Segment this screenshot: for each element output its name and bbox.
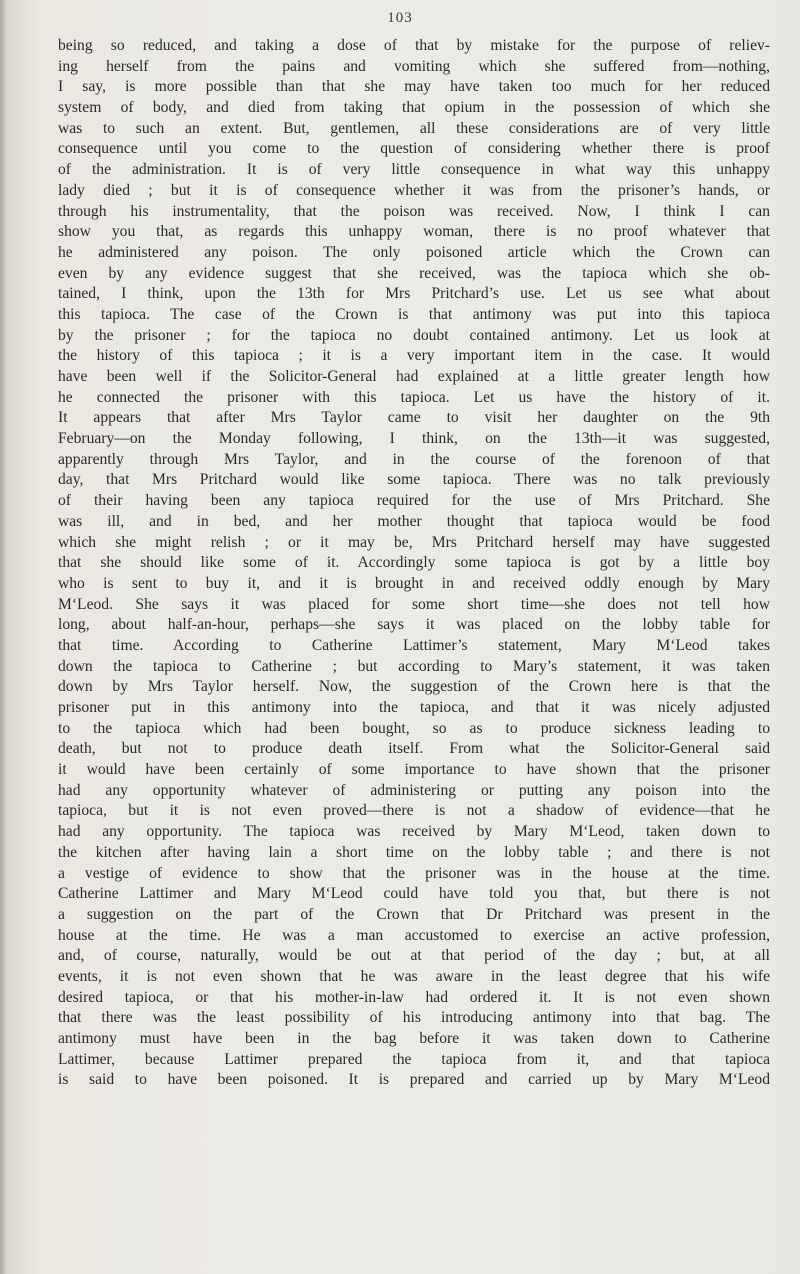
text-line: tained, I think, upon the 13th for Mrs Pritchard’s use. Let us see what about	[58, 285, 770, 303]
text-line: Catherine Lattimer and Mary M‘Leod could have told you that, but there is not	[58, 885, 770, 903]
text-line: apparently through Mrs Taylor, and in the course of the forenoon of that	[58, 450, 770, 468]
text-line: the kitchen after having lain a short time on the lobby table ; and there is not	[58, 843, 770, 861]
text-line: that time. According to Catherine Lattimer’s statement, Mary M‘Leod takes	[58, 636, 770, 654]
text-line: is said to have been poisoned. It is prepared and carried up by Mary M‘Leod	[58, 1071, 770, 1089]
text-line: down by Mrs Taylor herself. Now, the suggestion of the Crown here is that the	[58, 678, 770, 696]
text-line: I say, is more possible than that she may have taken too much for her reduced	[58, 78, 770, 96]
text-line: had any opportunity. The tapioca was received by Mary M‘Leod, taken down to	[58, 823, 770, 841]
text-line: death, but not to produce death itself. From what the Solicitor-General said	[58, 740, 770, 758]
text-line: Lattimer, because Lattimer prepared the tapioca from it, and that tapioca	[58, 1050, 770, 1068]
text-line: even by any evidence suggest that she received, was the tapioca which she ob-	[58, 264, 770, 282]
text-line: he administered any poison. The only poisoned article which the Crown can	[58, 243, 770, 261]
text-line: and, of course, naturally, would be out at that period of the day ; but, at all	[58, 947, 770, 965]
text-line: who is sent to buy it, and it is brought in and received oddly enough by Mary	[58, 574, 770, 592]
text-line: was ill, and in bed, and her mother thought that tapioca would be food	[58, 512, 770, 530]
text-line: ing herself from the pains and vomiting which she suffered from—nothing,	[58, 57, 770, 75]
text-line: lady died ; but it is of consequence whether it was from the prisoner’s hands, or	[58, 181, 770, 199]
text-line: of the administration. It is of very little consequence in what way this unhappy	[58, 161, 770, 179]
text-line: through his instrumentality, that the poison was received. Now, I think I can	[58, 202, 770, 220]
text-line: consequence until you come to the question of considering whether there is proof	[58, 140, 770, 158]
text-line: M‘Leod. She says it was placed for some short time—she does not tell how	[58, 595, 770, 613]
text-line: events, it is not even shown that he was aware in the least degree that his wife	[58, 967, 770, 985]
text-line: which she might relish ; or it may be, Mrs Pritchard herself may have suggested	[58, 533, 770, 551]
text-line: a vestige of evidence to show that the prisoner was in the house at the time.	[58, 864, 770, 882]
text-line: had any opportunity whatever of administering or putting any poison into the	[58, 781, 770, 799]
text-line: that she should like some of it. Accordingly some tapioca is got by a little boy	[58, 554, 770, 572]
text-line: a suggestion on the part of the Crown that Dr Pritchard was present in the	[58, 905, 770, 923]
text-line: desired tapioca, or that his mother-in-law had ordered it. It is not even shown	[58, 988, 770, 1006]
text-line: this tapioca. The case of the Crown is that antimony was put into this tapioca	[58, 305, 770, 323]
text-line: house at the time. He was a man accustomed to exercise an active profession,	[58, 926, 770, 944]
text-line: of their having been any tapioca required for the use of Mrs Pritchard. She	[58, 492, 770, 510]
text-line: down the tapioca to Catherine ; but according to Mary’s statement, it was taken	[58, 657, 770, 675]
text-line: prisoner put in this antimony into the tapioca, and that it was nicely adjusted	[58, 699, 770, 716]
text-line: he connected the prisoner with this tapioca. Let us have the history of it.	[58, 388, 770, 406]
text-line: the history of this tapioca ; it is a very important item in the case. It would	[58, 347, 770, 365]
body-text	[58, 36, 770, 1091]
page-edge-shadow	[0, 0, 6, 1274]
text-line: system of body, and died from taking that opium in the possession of which she	[58, 99, 770, 117]
text-line: by the prisoner ; for the tapioca no doubt contained antimony. Let us look at	[58, 326, 770, 344]
text-line: It appears that after Mrs Taylor came to visit her daughter on the 9th	[58, 409, 770, 427]
page-number: 103	[387, 10, 413, 26]
text-line: February—on the Monday following, I think, on the 13th—it was suggested,	[58, 430, 770, 448]
text-line: day, that Mrs Pritchard would like some tapioca. There was no talk previously	[58, 471, 770, 489]
text-line: long, about half-an-hour, perhaps—she says it was placed on the lobby table for	[58, 616, 770, 634]
text-line: being so reduced, and taking a dose of that by mistake for the purpose of reliev-	[58, 37, 770, 54]
text-line: was to such an extent. But, gentlemen, all these considerations are of very little	[58, 119, 770, 137]
text-line: that there was the least possibility of his introducing antimony into that bag. The	[58, 1009, 770, 1027]
text-line: have been well if the Solicitor-General had explained at a little greater length how	[58, 368, 770, 385]
text-line: show you that, as regards this unhappy woman, there is no proof whatever that	[58, 223, 770, 241]
text-line: it would have been certainly of some importance to have shown that the prisoner	[58, 761, 770, 779]
text-line: antimony must have been in the bag before it was taken down to Catherine	[58, 1030, 770, 1047]
text-line: tapioca, but it is not even proved—there is not a shadow of evidence—that he	[58, 802, 770, 820]
text-line: to the tapioca which had been bought, so as to produce sickness leading to	[58, 719, 770, 737]
